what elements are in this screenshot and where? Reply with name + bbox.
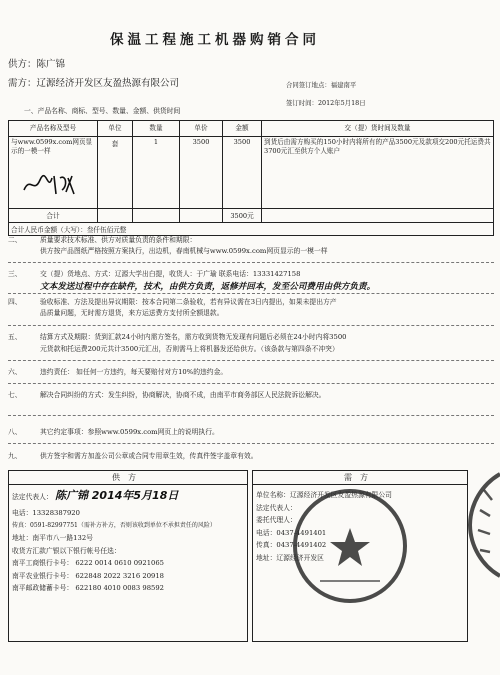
bank-row [9,557,247,570]
bank-number: 6222 0014 0610 0921065 [75,559,164,567]
cell-amount: 3500 [223,137,262,209]
col-header-amount: 金额 [223,121,262,137]
section-4-text2: 品质量问题，无时需方退货，来方运送费方支付所全额退款。 [40,309,224,317]
buyer-row: 委托代理人： [256,516,297,524]
sign-date: 签订时间：2012年5月18日 [286,99,366,107]
contract-title: 保温工程施工机器购销合同 [110,32,320,48]
supplier-phone: 电话：13328387920 [12,509,80,517]
handwritten-note: 文本发送过程中存在缺件，技术，由供方负责，返修并回本，发至公司费用由供方负责。 [40,282,376,292]
table-row-total [9,223,494,236]
divider [8,293,494,294]
empty-cell [133,209,180,223]
buyer-row: 电话：0437-4491401 [256,528,327,537]
bank-number: 622180 4010 0083 98592 [75,584,164,592]
cell-name-text: 与www.0599x.com网页显示的一模一样 [11,138,93,155]
section-3-num: 三、 [8,270,22,278]
section-9-text: 供方签字和需方加盖公司公章或合同专用章生效，传真件签字盖章有效。 [40,452,258,460]
buyer-box-header: 需方 [253,471,467,485]
section-5-num: 五、 [8,333,22,341]
col-header-qty: 数量 [133,121,180,137]
buyer-line: 需方：辽源经济开发区友盈热源有限公司 [8,78,180,89]
cell-unit: 套 [98,137,133,209]
divider [8,443,494,444]
bank-row [9,570,247,583]
divider [8,415,494,416]
section-3-text: 交（提）货地点、方式：辽源大学出白提，收货人：于广瑜 联系电话：13331427158 [40,270,301,278]
cell-qty: 1 [133,137,180,209]
cell-price: 3500 [180,137,223,209]
buyer-row: 地址：辽源经济开发区 [256,553,324,562]
empty-cell [262,209,494,223]
section-2-num: 二、 [8,236,22,244]
section-4-num: 四、 [8,298,22,306]
bank-number: 622848 2022 3216 20918 [75,571,164,580]
col-header-unit: 单位 [98,121,133,137]
table-row [9,137,494,209]
section-2-text2: 供方按产品图纸严格按照方案执行，出边机，春南机械与www.0599x.com网页显示的一模一样 [40,247,328,255]
handwritten-initials [22,172,78,198]
section-6-num: 六、 [8,368,22,376]
cell-delivery: 到货后由需方购买的150小时内将所有的产品3500元及款项交200元托运费共3700元汇至供方个人账户 [262,137,494,209]
section-2-text: 质量要求技术标准、供方对质量负责的条件和期限： [40,236,197,244]
col-header-delivery: 交（提）货时间及数量 [262,121,494,137]
supplier-signature-label: 法定代表人： [12,493,53,501]
total-amount-words: 合计人民币金额（大写）：叁仟伍佰元整 [9,223,494,236]
divider [8,262,494,263]
section-7-text: 解决合同纠纷的方式：发生纠纷，协商解决，协商不成，由南平市商务部区人民法院诉讼解决。 [40,391,326,399]
divider [8,383,494,384]
section-8-num: 八、 [8,428,22,436]
table-row-subtotal [9,209,494,223]
bank-label: 南平农业银行卡号： [12,571,74,580]
section-8-text: 其它约定事项：参照www.0599x.com网页上的说明执行。 [40,428,219,436]
empty-cell [180,209,223,223]
supplier-address: 地址：南平市八一路132号 [12,534,93,542]
supplier-bank-heading: 收货方汇款广银以下银行帐号任选： [12,546,121,555]
bank-row [9,582,247,595]
buyer-row: 单位名称：辽源经济开发区友盈热源有限公司 [256,491,392,499]
goods-table-header-row [9,121,494,137]
col-header-name: 产品名称及型号 [9,121,98,137]
empty-cell [98,209,133,223]
supplier-box-header: 供方 [9,471,247,485]
buyer-row: 传真：0437-4491402 [256,541,327,549]
section1-title: 一、产品名称、商标、型号、数量、金额、供货时间 [24,107,181,115]
supplier-box [8,470,248,642]
subtotal-label: 合计 [9,209,98,223]
col-header-price: 单价 [180,121,223,137]
goods-table [8,120,494,236]
supplier-signature-row [9,485,247,507]
subtotal-value: 3500元 [223,209,262,223]
section-5-text: 结算方式及期限：货到汇款24小时内需方签名，需方收到货物无发现有问题后必须在24小时内将3500 [40,333,347,341]
company-seal-stamp [290,486,410,606]
section-9-num: 九、 [8,452,22,460]
section-6-text: 违约责任： 如任何一方违约，每天要赔付对方10%的违约金。 [40,368,228,376]
divider [8,325,494,326]
supplier-fax: 传真：0591-82997751（需补方补方，否则该收到单位不承担责任的风险） [12,521,216,529]
bank-label: 南平工商银行卡号： [12,559,74,567]
divider [8,360,494,361]
sign-place: 合同签订地点：福建南平 [286,81,357,89]
section-5-text2: 元货款和托运费200元共计3500元汇出，否则需马上将机器发还给供方。（该条款与第四条不冲突） [40,345,339,353]
section-4-text: 验收标准、方法及提出异议期限：按本合同第二条验收，若有异议需在3日内提出，如果未提出方产 [40,298,337,306]
supplier-signature: 陈广锦 2014年5月18日 [54,489,179,502]
supplier-line: 供方：陈广锦 [8,59,66,70]
bank-label: 南平邮政储蓄卡号： [12,584,74,592]
buyer-row: 法定代表人： [256,503,297,512]
section-7-num: 七、 [8,391,22,399]
edge-seal-stamp [466,470,500,580]
